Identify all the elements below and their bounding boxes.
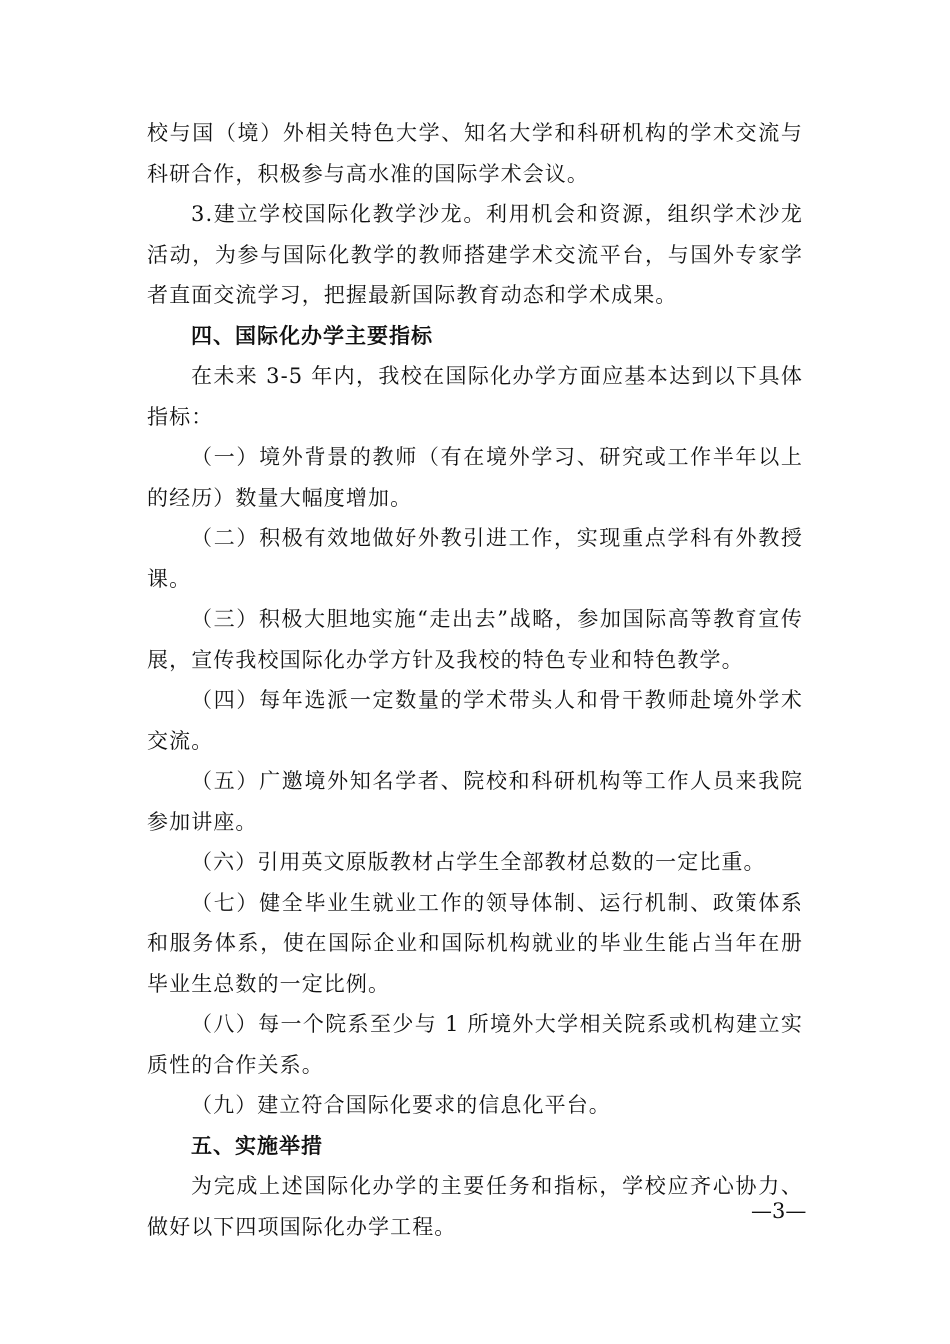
- list-item-indicator-2: （二）积极有效地做好外教引进工作，实现重点学科有外教授课。: [147, 526, 803, 591]
- section-heading-measures: 五、实施举措: [191, 1133, 323, 1158]
- paragraph-indicators-intro: 在未来 3-5 年内，我校在国际化办学方面应基本达到以下具体指标：: [147, 364, 803, 429]
- list-item-indicator-7: （七）健全毕业生就业工作的领导体制、运行机制、政策体系和服务体系，使在国际企业和国际机构就业的毕业生能占当年在册毕业生总数的一定比例。: [147, 890, 803, 996]
- list-item-indicator-6: （六）引用英文原版教材占学生全部教材总数的一定比重。: [191, 850, 766, 874]
- list-item-indicator-9: （九）建立符合国际化要求的信息化平台。: [191, 1093, 611, 1117]
- paragraph-measures-intro: 为完成上述国际化办学的主要任务和指标，学校应齐心协力、做好以下四项国际化办学工程。: [147, 1174, 803, 1239]
- list-item-indicator-3: （三）积极大胆地实施“走出去”战略，参加国际高等教育宣传展，宣传我校国际化办学方针及我校的特色专业和特色教学。: [147, 607, 803, 672]
- page-number: —3—: [751, 1199, 807, 1223]
- paragraph-teaching-salon: 3.建立学校国际化教学沙龙。利用机会和资源，组织学术沙龙活动，为参与国际化教学的教师搭建学术交流平台，与国外专家学者直面交流学习，把握最新国际教育动态和学术成果。: [147, 202, 803, 307]
- list-item-indicator-5: （五）广邀境外知名学者、院校和科研机构等工作人员来我院参加讲座。: [147, 769, 803, 834]
- list-item-indicator-8: （八）每一个院系至少与 1 所境外大学相关院系或机构建立实质性的合作关系。: [147, 1012, 803, 1077]
- list-item-indicator-4: （四）每年选派一定数量的学术带头人和骨干教师赴境外学术交流。: [147, 688, 803, 753]
- paragraph-continuation: 校与国（境）外相关特色大学、知名大学和科研机构的学术交流与科研合作，积极参与高水准的国际学术会议。: [147, 121, 803, 186]
- list-item-indicator-1: （一）境外背景的教师（有在境外学习、研究或工作半年以上的经历）数量大幅度增加。: [147, 445, 803, 510]
- section-heading-indicators: 四、国际化办学主要指标: [191, 323, 433, 348]
- document-body: [147, 113, 803, 1247]
